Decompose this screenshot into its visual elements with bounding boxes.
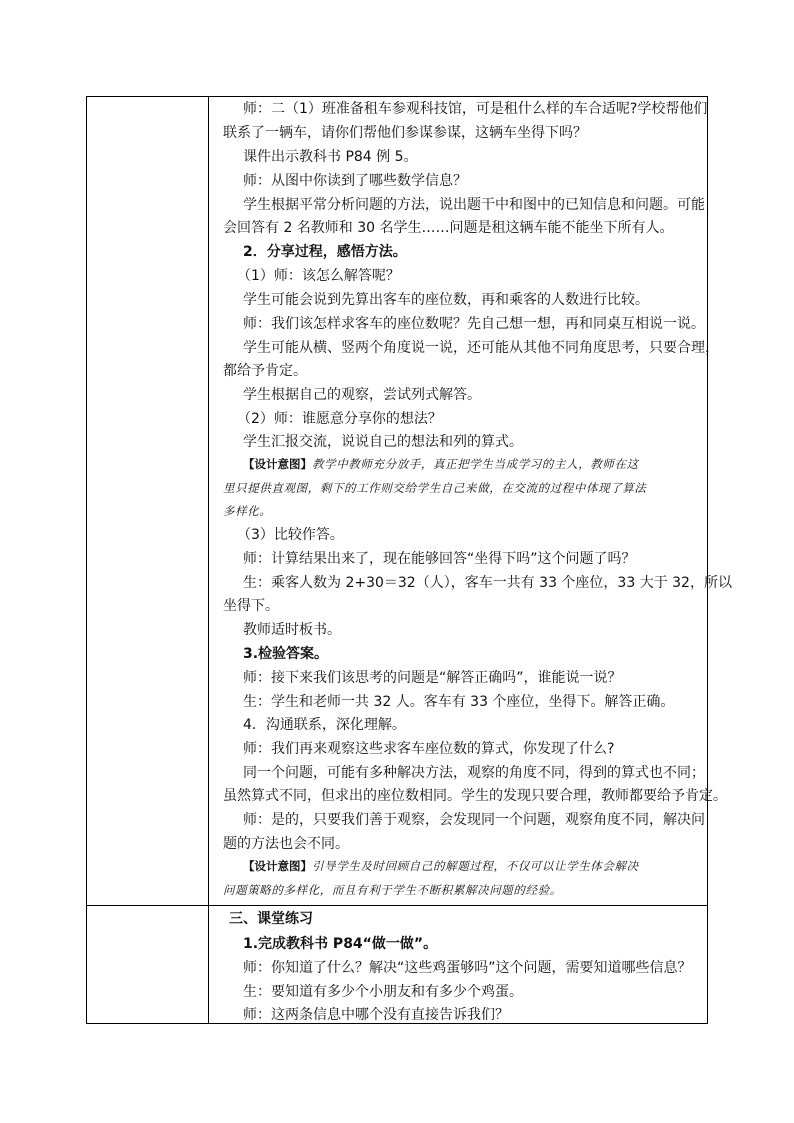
note-text: 引导学生及时回顾自己的解题过程，不仅可以让学生体会解决 — [312, 859, 639, 873]
text-line: 师：是的，只要我们善于观察，会发现同一个问题，观察角度不同，解决问 — [243, 812, 705, 828]
section-heading: 3.检验答案。 — [243, 646, 329, 662]
text-line: 课件出示教科书 P84 例 5。 — [243, 149, 418, 165]
text-line: 虽然算式不同，但求出的座位数相同。学生的发现只要合理，教师都要给予肯定。 — [223, 788, 727, 804]
text-line: 学生可能从横、竖两个角度说一说，还可能从其他不同角度思考，只要合理， — [243, 340, 719, 356]
text-line: 师：接下来我们该思考的问题是“解答正确吗”，谁能说一说？ — [243, 670, 622, 686]
section-three-title: 三、课堂练习 — [229, 911, 313, 927]
text-line: 坐得下。 — [223, 598, 279, 614]
note-text: 里只提供直观图，剩下的工作则交给学生自己来做，在交流的过程中体现了算法 — [223, 481, 647, 495]
text-line: 学生根据自己的观察，尝试列式解答。 — [243, 387, 481, 403]
text-line: 师：你知道了什么？解决“这些鸡蛋够吗”这个问题，需要知道哪些信息？ — [243, 960, 692, 976]
left-cell-bottom — [87, 906, 208, 1024]
left-cell-top — [87, 97, 208, 905]
text-line: 生：乘客人数为 2+30＝32（人），客车一共有 33 个座位，33 大于 32，所以 — [243, 575, 732, 591]
text-line: 师：从图中你读到了哪些数学信息？ — [243, 173, 467, 189]
section-heading: 4．沟通联系，深化理解。 — [243, 717, 406, 733]
text-line: 生：要知道有多少个小朋友和有多少个鸡蛋。 — [243, 984, 523, 1000]
text-line: 题的方法也会不同。 — [223, 836, 349, 852]
text-line: 学生汇报交流，说说自己的想法和列的算式。 — [243, 434, 523, 450]
text-line: 师：二（1）班准备租车参观科技馆，可是租什么样的车合适呢?学校帮他们 — [243, 101, 708, 117]
text-line: 师：我们该怎样求客车的座位数呢？先自己想一想，再和同桌互相说一说。 — [243, 316, 705, 332]
text-line: （1）师：该怎么解答呢？ — [237, 268, 400, 284]
text-line: 联系了一辆车，请你们帮他们参谋参谋，这辆车坐得下吗？ — [223, 125, 587, 141]
design-intent-tag: 【设计意图】 — [243, 457, 312, 471]
text-line: 学生可能会说到先算出客车的座位数，再和乘客的人数进行比较。 — [243, 292, 649, 308]
text-line: 师：计算结果出来了，现在能够回答“坐得下吗”这个问题了吗？ — [243, 551, 636, 567]
section-heading: 2．分享过程，感悟方法。 — [243, 244, 407, 260]
design-intent-tag: 【设计意图】 — [243, 859, 312, 873]
note-text: 多样化。 — [223, 504, 272, 518]
note-text: 问题策略的多样化，而且有利于学生不断积累解决问题的经验。 — [223, 883, 562, 897]
section-heading: 1.完成教科书 P84“做一做”。 — [243, 936, 438, 952]
note-text: 教学中教师充分放手，真正把学生当成学习的主人，教师在这 — [312, 457, 639, 471]
column-divider-bottom — [208, 906, 209, 1024]
text-line: 师：我们再来观察这些求客车座位数的算式，你发现了什么? — [243, 741, 615, 757]
column-divider — [208, 97, 209, 905]
text-line: 教师适时板书。 — [243, 622, 341, 638]
design-intent-note — [243, 456, 639, 472]
text-line: （2）师：谁愿意分享你的想法？ — [237, 411, 442, 427]
text-line: （3）比较作答。 — [237, 527, 344, 543]
text-line: 都给予肯定。 — [223, 363, 307, 379]
text-line: 生：学生和老师一共 32 人。客车有 33 个座位，坐得下。解答正确。 — [243, 694, 675, 710]
text-line: 学生根据平常分析问题的方法，说出题干中和图中的已知信息和问题。可能 — [243, 197, 705, 213]
lesson-table — [86, 96, 732, 1024]
text-line: 会回答有 2 名教师和 30 名学生……问题是租这辆车能不能坐下所有人。 — [223, 220, 674, 236]
text-line: 师：这两条信息中哪个没有直接告诉我们？ — [243, 1007, 509, 1023]
text-line: 同一个问题，可能有多种解决方法，观察的角度不同，得到的算式也不同； — [243, 765, 705, 781]
design-intent-note — [243, 858, 639, 874]
